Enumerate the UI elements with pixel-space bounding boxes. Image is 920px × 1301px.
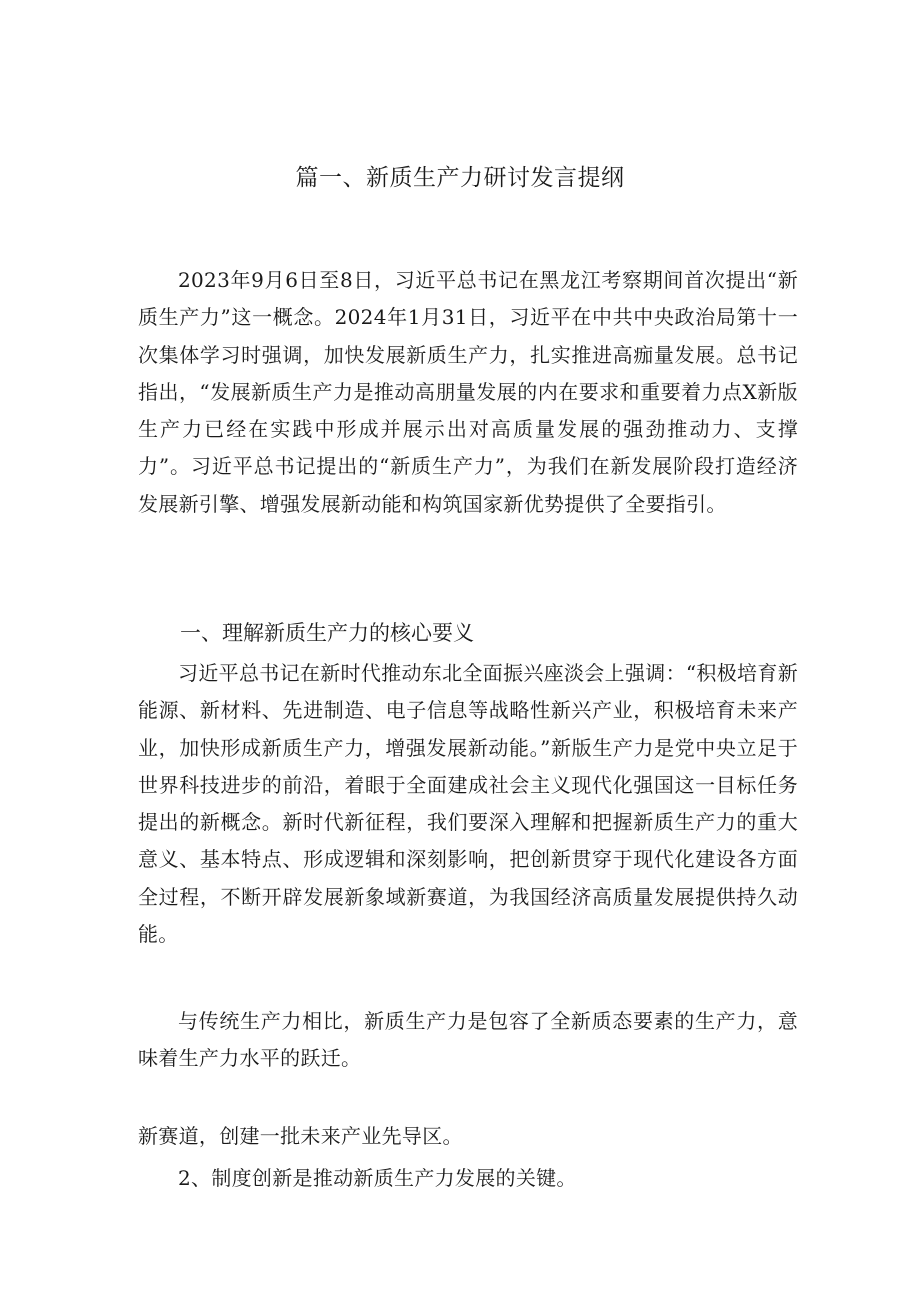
paragraph-point-2: 2、制度创新是推动新质生产力发展的关键。 <box>178 1166 577 1190</box>
paragraph-intro: 2023年9月6日至8日，习近平总书记在黑龙江考察期间首次提出“新质生产力”这一概念。2024年1月31日，习近平在中共中央政治局第十一次集体学习时强调，加快发展新质生产力，扎实推进高痂量发展。总书记指出，“发展新质生产力是推动高朋量发展的内在要求和重要着力点X新版生产力已经在实践中形成并展示出对高质量发展的强劲推动力、支撑力”。习近平总书记提出的“新质生产力”，为我们在新发展阶段打造经济发展新引擎、增强发展新动能和构筑国家新优势提供了全要指引。 <box>138 268 798 516</box>
paragraph-fragment: 新赛道，创建一批未来产业先导区。 <box>138 1124 463 1148</box>
document-title: 篇一、新质生产力研讨发言提纲 <box>295 165 625 191</box>
section-heading-1: 一、理解新质生产力的核心要义 <box>180 621 474 645</box>
paragraph-comparison: 与传统生产力相比，新质生产力是包容了全新质态要素的生产力，意味着生产力水平的跃迁。 <box>138 1009 798 1071</box>
paragraph-section-1: 习近平总书记在新时代推动东北全面振兴座淡会上强调：“积极培育新能源、新材料、先进制造、电子信息等战略性新兴产业，积极培育未来产业，加快形成新质生产力，增强发展新动能。”新版生产力是党中央立足于世界科技进步的前沿，着眼于全面建成社会主义现代化强国这一目标任务提出的新概念。新时代新征程，我们要深入理解和把握新质生产力的重大意义、基本特点、形成逻辑和深刻影响，把创新贯穿于现代化建设各方面全过程，不断开辟发展新象域新赛道，为我国经济高质量发展提供持久动能。 <box>138 661 798 947</box>
